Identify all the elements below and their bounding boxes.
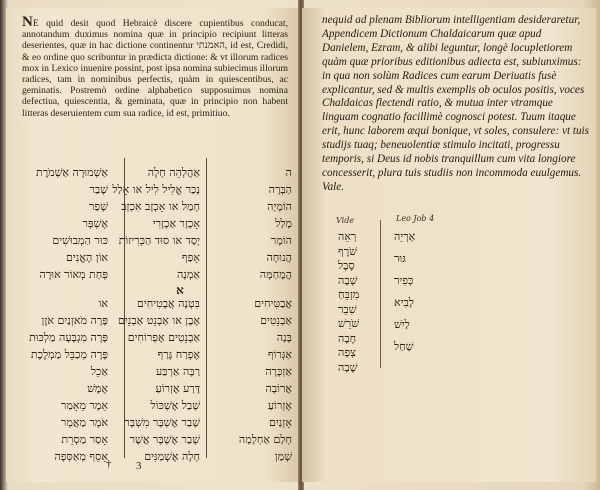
hebrew-row [20, 433, 292, 449]
hebrew-word: הוֹמָר [270, 234, 292, 247]
italic-preface-paragraph: nequid ad plenam Bibliorum intelligentiam desideraretur, Appendicem Dictionum Chaldaicarum quæ apud Danielem, Ezram, & alibi leguntur, longè locupletiorem quàm quæ prioribus editionibus adiecta est, subiunximus: in qua non solùm Radices cum earum Deriuatis fusè explicantur, sed & multis exemplis ob oculos positis, voces Chaldaicas flectendi ratio, & mutua inter vtramque linguam cognatio facillimè cognosci potest. Tuum itaque erit, hunc laborem æqui bonique, vt soles, consulere: vt tuis studijs tuaq; beneuolentiæ stimulo incitati, progressu temporis, si Deus id nobis tranquillum cum vita longiore concesserit, plura tuis studiis non incommoda euulgemus. Vale. [322, 14, 590, 193]
hebrew-row [20, 297, 292, 313]
hebrew-word: הַבְּרָה [268, 183, 292, 196]
manuscript-word: מִזְבֵּחַ [338, 288, 360, 301]
section-letter: א [176, 283, 184, 297]
hebrew-word: אַזְכָּרָה [265, 365, 292, 378]
hebrew-word: אָסַר מַסְרֵת [61, 433, 108, 446]
column-rule [206, 158, 207, 458]
hebrew-word: דָּרַע אֶזְרוֹעַ [155, 382, 200, 395]
hebrew-word: חָלָה אֶשְׁמַנִּים [144, 450, 200, 463]
hebrew-word: חָמַל או אָכְזָב אִכְזָב [121, 200, 200, 213]
manuscript-word: שַׁחַל [394, 340, 414, 353]
hebrew-word: אוֹן הֶאֱנִים [66, 251, 108, 264]
manuscript-header-right: Leo Job 4 [396, 214, 435, 223]
manuscript-word: לָבִיא [394, 296, 414, 309]
hebrew-word: פְּחַת מְאוֹר אוּרָה [39, 268, 108, 281]
hebrew-row [20, 166, 292, 182]
hebrew-word: חָלַם אַחְלָמָה [238, 433, 292, 446]
hebrew-word: אַבְנֵטִים [260, 314, 292, 327]
hebrew-row [20, 251, 292, 267]
hebrew-word: שְׁמַן [274, 450, 292, 463]
hebrew-word: שָׁבַר אֶשְׁבָּר מִשְׁבָּר [124, 416, 200, 429]
hebrew-word: שָׁבַל אֶשְׁכּוֹל [150, 399, 200, 412]
manuscript-word: שִׁבֵר [338, 302, 357, 316]
hebrew-word: אֵמֶר מֵאָמַר [60, 399, 108, 412]
hebrew-word: פָּרָה מְכַבֵּל מַמְלֶכֶת [30, 348, 108, 361]
hebrew-word: אַשְׁמוּרָה אַשְׁמֹרֶת [36, 166, 108, 179]
hebrew-row [20, 450, 292, 466]
hebrew-word: אַהֲלְהֵה חָלָה [147, 166, 200, 179]
manuscript-word: לַיִשׁ [394, 318, 410, 331]
hebrew-word: אֲבַטִּיחִים [254, 297, 292, 310]
signature-mark: † [106, 458, 112, 470]
hebrew-row [20, 314, 292, 330]
hebrew-row [20, 416, 292, 432]
latin-intro-paragraph [22, 14, 288, 119]
hebrew-word: אֲרוֹבָה [265, 382, 292, 395]
hebrew-word: אַכֵל [90, 365, 108, 378]
hebrew-word: יָסַד או סוּד הַכְּרִיזוֹת [118, 234, 200, 247]
hebrew-word: בָּנָה [276, 331, 292, 344]
manuscript-word: שֹׁרֶף [338, 244, 357, 258]
manuscript-word: צְפָה [338, 346, 356, 359]
hebrew-word: אַבְנֵטִים אֶפְרוֹחִים [127, 331, 200, 344]
hebrew-row [20, 331, 292, 347]
manuscript-word: שְׁבָה [338, 273, 358, 287]
manuscript-word: שֹׁרֵשׁ [338, 317, 359, 330]
hebrew-word: ה [285, 166, 292, 179]
hebrew-word: הוֹמָיָה [267, 200, 292, 213]
hebrew-word: הֲנוּחָה [266, 251, 292, 264]
hebrew-word: רַבָּה אַרְבַּע [155, 365, 200, 378]
manuscript-word: גּוּר [394, 252, 406, 265]
hebrew-word: אֶפְרַח גָּרַף [157, 348, 200, 361]
drop-cap: N [22, 14, 33, 30]
hebrew-word: מָלַל [275, 217, 292, 230]
hebrew-word: שָׁבַר אֶשְׁבָּר אֲשֶׁר [129, 433, 200, 446]
hebrew-word: אָזְנַיִם [269, 416, 292, 429]
latin-intro-text: E quid desit quod Hebraicè discere cupientibus conducat, annotandum duximus nomina quæ in principio recipiunt litteras deserientes, quæ in hac dictione continentur האמנתי, id est, Credidi, & eo ordine quo scribuntur in prædicta dictione: & vt illorum radices mox in Lexico inuenire possint, post ipsa nomina subiecimus illorum radices, tam in nominibus perfectis, quàm in quiescentibus, ac geminatis. Postremò ordine alphabetico supposuimus nomina defectiua, quiescentia, & geminata, quæ in principio non habent litteras deseruientem cum sua radice, id est, primitiuo. [22, 18, 288, 119]
hebrew-row [20, 365, 292, 381]
hebrew-row [20, 268, 292, 284]
hebrew-row [20, 200, 292, 216]
hebrew-row [20, 348, 292, 364]
left-page [6, 8, 300, 482]
right-page [302, 8, 596, 482]
hebrew-word: בִּטְנָה אֲבָטִיחִים [136, 297, 200, 310]
manuscript-word: שֶׁבָה [338, 360, 358, 374]
hebrew-row [20, 382, 292, 398]
manuscript-word: סֶבֶל [338, 259, 355, 272]
hebrew-word: אָסֵף מְאַסְּפָה [54, 450, 108, 463]
hebrew-word: או [98, 297, 108, 310]
hebrew-word: אַמְנָה [176, 268, 200, 281]
hebrew-word: אֶשְׁפָּר [82, 217, 108, 230]
manuscript-word: כְּפִיר [394, 274, 414, 287]
hebrew-word: שָׁפַר [89, 200, 108, 213]
hebrew-row [20, 399, 292, 415]
manuscript-word: אַרְיֵה [394, 230, 416, 243]
hebrew-row [20, 234, 292, 250]
hebrew-row [20, 217, 292, 233]
hebrew-word: אֶבֶן או אַבְנֵט אַבְנֵיִם [118, 314, 200, 327]
hebrew-word: כּוּר הַמְבוּשִׁים [52, 234, 108, 247]
hebrew-word: נָכַר אֱלִיל לִיל או אָלַל [112, 183, 200, 196]
hebrew-word: פָּרָה מִגְבָּעָה מַלְכּוּת [28, 331, 108, 344]
hebrew-word: אַגְּרוֹף [267, 348, 292, 361]
manuscript-word: חֶבֶה [338, 331, 357, 345]
hebrew-word: שָׁבַר [89, 183, 108, 196]
hebrew-word: אָפַף [181, 251, 200, 264]
hebrew-word: אֶמֶשׁ [87, 382, 108, 395]
manuscript-header-left: Vide [336, 216, 355, 225]
column-rule [124, 158, 125, 458]
hebrew-word: אֶזְרוֹעַ [267, 399, 292, 412]
folio-number: 3 [136, 460, 142, 472]
hebrew-word: הֲמָחַמָּה [259, 268, 292, 281]
hebrew-word: אָכְזָר אַכְזָרִי [152, 217, 200, 230]
manuscript-word: רְאֵה [338, 230, 357, 243]
manuscript-column-rule [380, 220, 381, 368]
hebrew-row [20, 183, 292, 199]
hebrew-word: פָּרָה מֹאזְנַיִם אֹזֶן [41, 314, 108, 327]
hebrew-word: אֹמֶר מַאֲמָר [60, 416, 108, 429]
